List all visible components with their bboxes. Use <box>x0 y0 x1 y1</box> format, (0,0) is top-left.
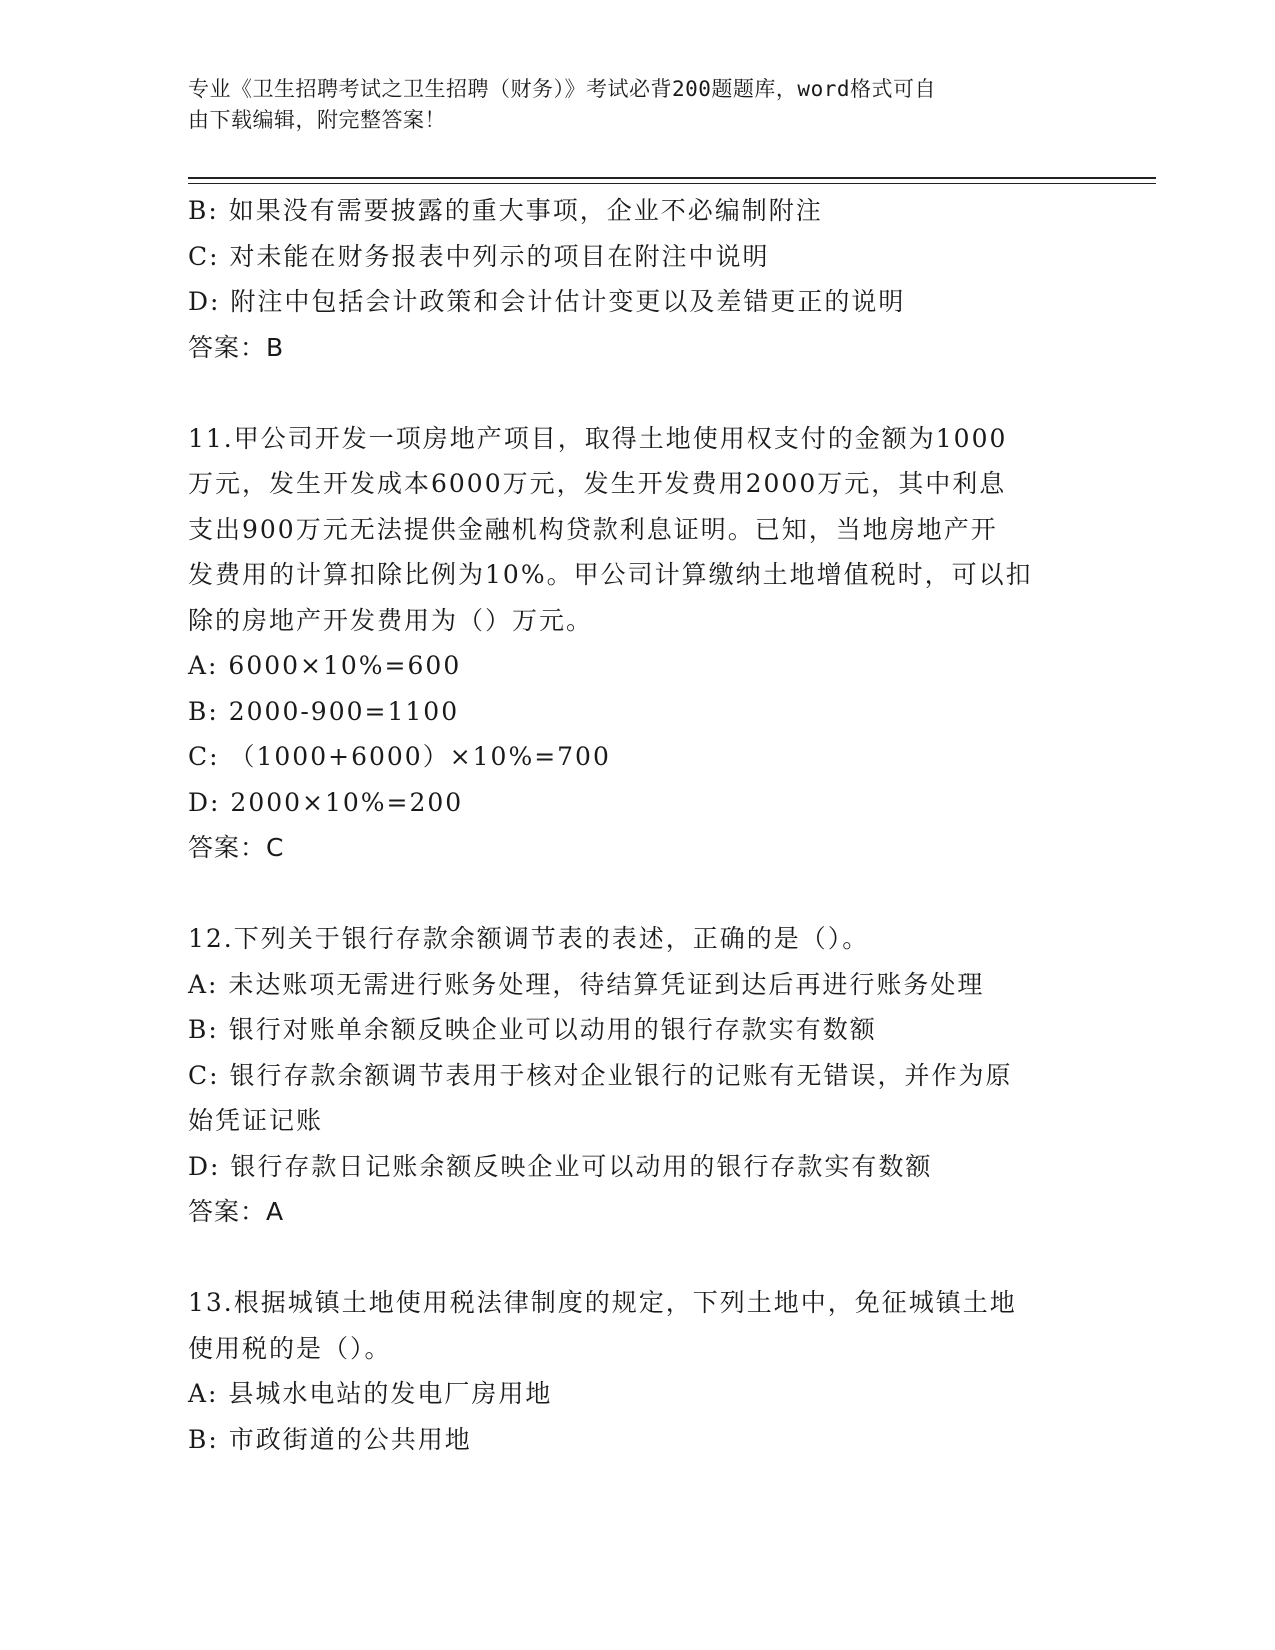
q10-option-b: B: 如果没有需要披露的重大事项，企业不必编制附注 <box>188 196 823 225</box>
q11-stem-line-2: 万元，发生开发成本6000万元，发生开发费用2000万元，其中利息 <box>188 469 1007 498</box>
header-line-2: 由下载编辑，附完整答案！ <box>188 108 446 132</box>
q11-option-b: B: 2000-900=1100 <box>188 696 460 726</box>
question-list <box>188 188 1088 1462</box>
q11-stem-line-3: 支出900万元无法提供金融机构贷款利息证明。已知，当地房地产开 <box>188 514 998 544</box>
q12-stem: 12.下列关于银行存款余额调节表的表述，正确的是（）。 <box>188 924 870 953</box>
q12-option-c-line-2: 始凭证记账 <box>188 1106 324 1135</box>
q10-option-c: C: 对未能在财务报表中列示的项目在附注中说明 <box>188 241 770 271</box>
q10-option-d: D: 附注中包括会计政策和会计估计变更以及差错更正的说明 <box>188 287 906 316</box>
header-rule-thick <box>188 177 1156 179</box>
spacer <box>188 1235 1088 1281</box>
q11-option-d: D: 2000×10%=200 <box>188 787 464 817</box>
header-rule-thin <box>188 183 1156 184</box>
q11-answer: 答案：C <box>188 833 285 862</box>
spacer <box>188 370 1088 416</box>
q12-option-b: B: 银行对账单余额反映企业可以动用的银行存款实有数额 <box>188 1015 877 1044</box>
q13-option-b: B: 市政街道的公共用地 <box>188 1424 472 1454</box>
q11-option-a: A: 6000×10%=600 <box>188 651 462 680</box>
q12-answer: 答案：A <box>188 1197 285 1226</box>
q12-option-d: D: 银行存款日记账余额反映企业可以动用的银行存款实有数额 <box>188 1151 933 1181</box>
document-header <box>188 74 1068 136</box>
q11-stem-line-4: 发费用的计算扣除比例为10%。甲公司计算缴纳土地增值税时，可以扣 <box>188 560 1033 589</box>
header-line-1: 专业《卫生招聘考试之卫生招聘（财务）》考试必背200题题库，word格式可自 <box>188 77 936 101</box>
q11-stem-line-1: 11.甲公司开发一项房地产项目，取得土地使用权支付的金额为1000 <box>188 423 1008 453</box>
q10-answer: 答案：B <box>188 332 285 362</box>
q11-stem-line-5: 除的房地产开发费用为（）万元。 <box>188 605 594 635</box>
q11-option-c: C: （1000+6000）×10%=700 <box>188 742 611 771</box>
spacer <box>188 871 1088 917</box>
q13-option-a: A: 县城水电站的发电厂房用地 <box>188 1379 553 1408</box>
q13-stem-line-1: 13.根据城镇土地使用税法律制度的规定，下列土地中，免征城镇土地 <box>188 1288 1017 1317</box>
q12-option-c-line-1: C: 银行存款余额调节表用于核对企业银行的记账有无错误，并作为原 <box>188 1060 1013 1090</box>
q12-option-a: A: 未达账项无需进行账务处理，待结算凭证到达后再进行账务处理 <box>188 969 985 999</box>
q13-stem-line-2: 使用税的是（）。 <box>188 1333 392 1363</box>
